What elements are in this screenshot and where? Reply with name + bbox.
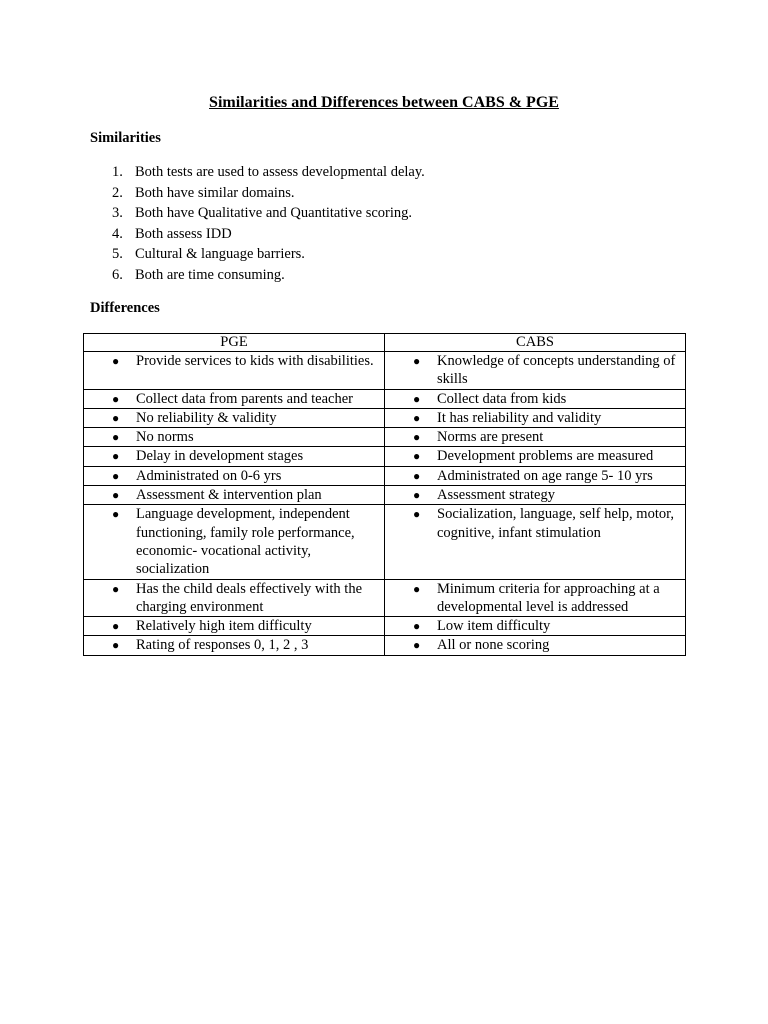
cell-text: Provide services to kids with disabilities. <box>136 353 374 369</box>
similarity-text: Both assess IDD <box>135 225 232 242</box>
table-row <box>84 636 686 655</box>
list-number: 3. <box>112 205 123 222</box>
table-row <box>84 408 686 427</box>
cell-text: Delay in development stages <box>136 448 304 465</box>
pge-cell <box>84 486 384 504</box>
cell-text: No norms <box>136 429 194 446</box>
cell-text: Administrated on age range 5- 10 yrs <box>437 467 653 484</box>
pge-cell <box>84 390 384 408</box>
cabs-cell <box>385 352 685 389</box>
bullet-icon: ● <box>112 581 120 596</box>
cell-text: Has the child deals effectively with the charging environment <box>136 580 363 615</box>
cell-text: No reliability & validity <box>136 409 277 426</box>
differences-table <box>83 333 686 656</box>
similarity-text: Cultural & language barriers. <box>135 246 305 263</box>
similarity-item <box>108 224 425 245</box>
bullet-icon: ● <box>112 430 120 445</box>
bullet-icon: ● <box>413 638 421 653</box>
pge-cell <box>84 352 384 370</box>
cabs-cell <box>385 636 685 654</box>
cell-text: Relatively high item difficulty <box>136 618 312 635</box>
pge-cell <box>84 636 384 654</box>
list-number: 2. <box>112 184 123 201</box>
list-number: 5. <box>112 246 123 263</box>
cabs-cell <box>385 409 685 427</box>
bullet-icon: ● <box>112 468 120 483</box>
cabs-cell <box>385 486 685 504</box>
similarity-text: Both are time consuming. <box>135 266 285 283</box>
table-row <box>84 505 686 579</box>
cabs-cell <box>385 505 685 542</box>
bullet-icon: ● <box>112 619 120 634</box>
bullet-icon: ● <box>413 468 421 483</box>
bullet-icon: ● <box>112 449 120 464</box>
table-row <box>84 352 686 390</box>
similarity-item <box>108 265 425 286</box>
cell-text: Socialization, language, self help, motor, cognitive, infant stimulation <box>437 506 674 541</box>
table-row <box>84 389 686 408</box>
pge-cell <box>84 428 384 446</box>
cell-text: Administrated on 0-6 yrs <box>136 467 282 484</box>
similarity-item <box>108 162 425 183</box>
bullet-icon: ● <box>413 619 421 634</box>
similarity-text: Both have similar domains. <box>135 184 295 201</box>
list-number: 6. <box>112 266 123 283</box>
list-number: 4. <box>112 225 123 242</box>
cell-text: Development problems are measured <box>437 448 654 465</box>
similarity-text: Both have Qualitative and Quantitative scoring. <box>135 205 413 222</box>
pge-cell <box>84 617 384 635</box>
cell-text: Assessment strategy <box>437 487 555 504</box>
bullet-icon: ● <box>413 410 421 425</box>
table-row <box>84 486 686 505</box>
bullet-icon: ● <box>112 391 120 406</box>
document-title: Similarities and Differences between CABS & PGE <box>209 94 559 111</box>
cell-text: It has reliability and validity <box>437 409 602 426</box>
cabs-cell <box>385 580 685 617</box>
column-header-pge: PGE <box>84 334 385 352</box>
cabs-cell <box>385 447 685 465</box>
similarity-item <box>108 203 425 224</box>
pge-cell <box>84 467 384 485</box>
bullet-icon: ● <box>413 430 421 445</box>
bullet-icon: ● <box>413 488 421 503</box>
cabs-cell <box>385 428 685 446</box>
pge-cell <box>84 409 384 427</box>
bullet-icon: ● <box>112 410 120 425</box>
table-row <box>84 428 686 447</box>
bullet-icon: ● <box>112 354 120 368</box>
bullet-icon: ● <box>112 638 120 653</box>
pge-cell <box>84 580 384 617</box>
cell-text: Collect data from kids <box>437 390 567 407</box>
similarities-list <box>108 162 425 286</box>
similarities-heading: Similarities <box>90 130 161 146</box>
bullet-icon: ● <box>413 391 421 406</box>
bullet-icon: ● <box>413 507 421 522</box>
cabs-cell <box>385 467 685 485</box>
similarity-item <box>108 244 425 265</box>
cell-text: Low item difficulty <box>437 618 551 635</box>
pge-cell <box>84 447 384 465</box>
cell-text: Collect data from parents and teacher <box>136 390 353 407</box>
cell-text: Knowledge of concepts understanding of skills <box>437 353 676 388</box>
similarity-text: Both tests are used to assess developmental delay. <box>135 164 425 180</box>
bullet-icon: ● <box>413 354 421 368</box>
cell-text: Assessment & intervention plan <box>136 487 322 504</box>
bullet-icon: ● <box>413 449 421 464</box>
table-row <box>84 617 686 636</box>
cell-text: Language development, independent functioning, family role performance, economic- vocational activity, socialization <box>136 506 355 578</box>
bullet-icon: ● <box>413 581 421 596</box>
cell-text: Minimum criteria for approaching at a developmental level is addressed <box>437 580 660 615</box>
cell-text: All or none scoring <box>437 637 550 654</box>
pge-cell <box>84 505 384 578</box>
bullet-icon: ● <box>112 507 120 522</box>
list-number: 1. <box>112 164 123 180</box>
cabs-cell <box>385 617 685 635</box>
bullet-icon: ● <box>112 488 120 503</box>
column-header-cabs: CABS <box>385 334 686 352</box>
cell-text: Norms are present <box>437 429 544 446</box>
table-header-row <box>84 334 686 352</box>
table-row <box>84 579 686 617</box>
cabs-cell <box>385 390 685 408</box>
similarity-item <box>108 183 425 204</box>
differences-heading: Differences <box>90 300 160 316</box>
table-row <box>84 447 686 466</box>
cell-text: Rating of responses 0, 1, 2 , 3 <box>136 637 309 654</box>
table-row <box>84 466 686 485</box>
